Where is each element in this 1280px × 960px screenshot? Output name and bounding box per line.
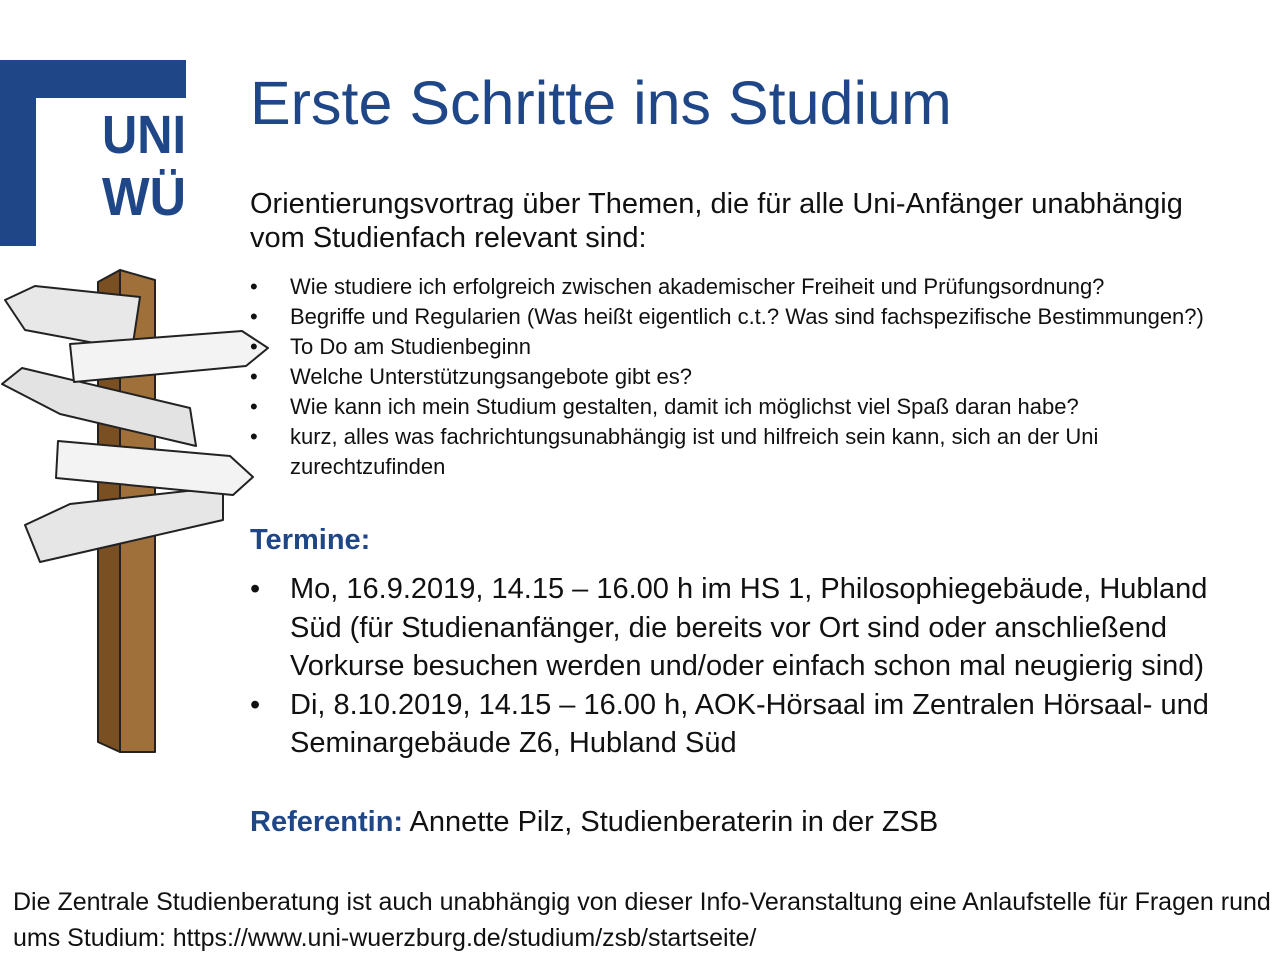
topic-item: • Begriffe und Regularien (Was heißt eigentlich c.t.? Was sind fachspezifische Bestimmungen?) — [250, 302, 1250, 332]
termine-heading: Termine: — [250, 524, 371, 556]
topic-item: • Welche Unterstützungsangebote gibt es? — [250, 362, 1250, 392]
signpost-illustration — [0, 262, 270, 762]
topics-list — [250, 272, 1250, 482]
referentin-value: Annette Pilz, Studienberaterin in der ZSB — [403, 806, 939, 838]
topic-item: • Wie kann ich mein Studium gestalten, damit ich möglichst viel Spaß daran habe? — [250, 392, 1250, 422]
footer-note: Die Zentrale Studienberatung ist auch unabhängig von dieser Info-Veranstaltung eine Anlaufstelle für Fragen rund ums Studium: https://www.uni-wuerzburg.de/studium/zsb/startseite/ — [13, 888, 1271, 952]
referentin-line — [250, 803, 938, 841]
logo-line-2: WÜ — [102, 167, 186, 227]
university-logo — [0, 60, 186, 246]
dates-list — [250, 570, 1260, 763]
topic-item: • To Do am Studienbeginn — [250, 332, 1250, 362]
logo-line-1: UNI — [102, 105, 186, 165]
topic-item: • Wie studiere ich erfolgreich zwischen akademischer Freiheit und Prüfungsordnung? — [250, 272, 1250, 302]
page-title: Erste Schritte ins Studium — [250, 69, 952, 137]
date-item: • Di, 8.10.2019, 14.15 – 16.00 h, AOK-Hörsaal im Zentralen Hörsaal- und Seminargebäude Z6, Hubland Süd — [250, 686, 1260, 763]
intro-text: Orientierungsvortrag über Themen, die für alle Uni-Anfänger unabhängig vom Studienfach relevant sind: — [250, 188, 1183, 254]
referentin-label: Referentin: — [250, 806, 404, 838]
topic-item: • kurz, alles was fachrichtungsunabhängig ist und hilfreich sein kann, sich an der Uni zurechtzufinden — [250, 422, 1250, 482]
date-item: • Mo, 16.9.2019, 14.15 – 16.00 h im HS 1, Philosophiegebäude, Hubland Süd (für Studienanfänger, die bereits vor Ort sind oder anschließend Vorkurse besuchen werden und/oder einfach schon mal neugierig sind) — [250, 570, 1260, 686]
sign-front-bottom — [56, 441, 253, 495]
